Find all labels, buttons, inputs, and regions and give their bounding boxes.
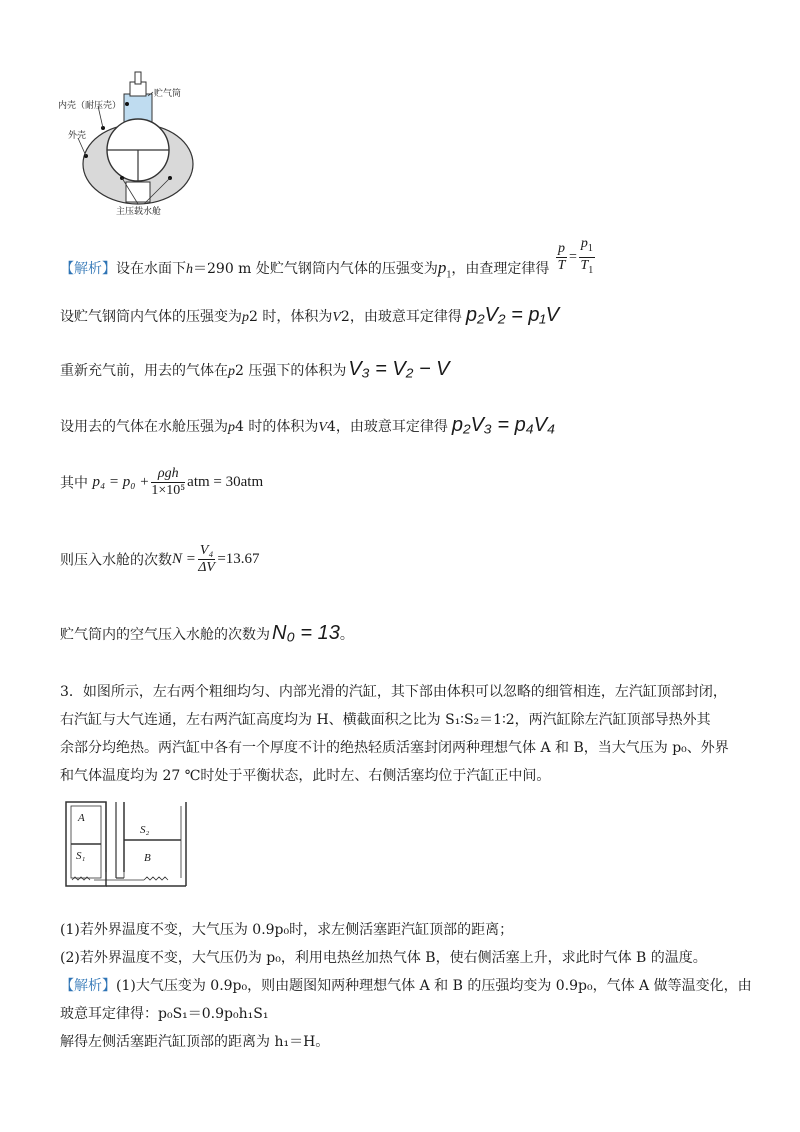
count-lhs: N = <box>172 551 196 567</box>
analysis2 <box>60 972 752 1056</box>
label-ballast-tank: 主压载水舱 <box>116 207 162 217</box>
analysis1-line7: 贮气筒内的空气压入水舱的次数为 N₀ = 13。 <box>60 622 354 644</box>
analysis2-line3: 解得左侧活塞距汽缸顶部的距离为 h₁＝H。 <box>60 1034 330 1050</box>
cylinder-figure <box>64 800 190 892</box>
problem3-text <box>60 678 729 790</box>
label-gas-A: A <box>78 812 85 824</box>
charles-law-formula: $\frac{p}{T}$ = $\frac{p_1}{T_1}$ <box>557 236 594 276</box>
analysis1-line2: 设贮气钢筒内气体的压强变为p2 时，体积为V2，由玻意耳定律得 p₂V₂ = p₁V <box>60 304 560 326</box>
analysis-tag: 【解析】 <box>60 978 116 994</box>
pressure-rhs: atm = 30atm <box>187 474 264 490</box>
problem3-line2: 右汽缸与大气连通，左右两汽缸高度均为 H、横截面积之比为 S₁∶S₂＝1∶2，两汽缸除左汽缸顶部导热外其 <box>60 712 711 728</box>
var-p1: $p_1$ <box>437 258 452 281</box>
volume-formula: V₃ = V₂ − V <box>348 358 450 380</box>
analysis1-line4: 设用去的气体在水舱压强为p4 时的体积为V4，由玻意耳定律得 p₂V₃ = p₄V₄ <box>60 414 556 436</box>
text: 设在水面下 <box>116 261 186 277</box>
problem3-line3: 余部分均绝热。两汽缸中各有一个厚度不计的绝热轻质活塞封闭两种理想气体 A 和 B，当大气压为 p₀、外界 <box>60 740 729 756</box>
analysis1-line5: 其中 p₄ = p₀ + $\frac{\text{ρgh}}{\text{1×10⁵}}$ atm = 30atm <box>60 466 264 498</box>
label-gas-tank: 贮气筒 <box>154 89 182 99</box>
question-2: (2)若外界温度不变，大气压仍为 p₀，利用电热丝加热气体 B，使右侧活塞上升，求此时气体 B 的温度。 <box>60 950 707 966</box>
question-1: (1)若外界温度不变，大气压为 0.9p₀时，求左侧活塞距汽缸顶部的距离； <box>60 922 514 938</box>
boyle-formula-2: p₂V₃ = p₄V₄ <box>451 414 556 436</box>
label-outer-hull: 外壳 <box>68 131 87 141</box>
boyle-formula-1: p₂V₂ = p₁V <box>465 304 560 326</box>
count-rhs: =13.67 <box>217 551 260 567</box>
label-S1: S₁ <box>76 850 86 862</box>
label-inner-hull: 内壳（耐压壳） <box>58 101 122 111</box>
var-h: h <box>186 262 193 277</box>
questions <box>60 916 707 972</box>
text: ＝290 m 处贮气钢筒内气体的压强变为 <box>193 261 438 277</box>
submarine-figure <box>58 66 218 216</box>
analysis1-line3: 重新充气前，用去的气体在p2 压强下的体积为 V₃ = V₂ − V <box>60 358 450 380</box>
analysis2-line2: 玻意耳定律得：p₀S₁＝0.9p₀h₁S₁ <box>60 1006 269 1022</box>
pressure-lhs: p₄ = p₀ + <box>92 474 150 490</box>
analysis-tag: 【解析】 <box>60 261 116 277</box>
problem3-line4: 和气体温度均为 27 ℃时处于平衡状态，此时左、右侧活塞均位于汽缸正中间。 <box>60 768 551 784</box>
label-gas-B: B <box>144 852 151 864</box>
label-S2: S₂ <box>140 824 150 836</box>
final-count: N₀ = 13 <box>272 622 340 644</box>
problem3-line1: 3．如图所示，左右两个粗细均匀、内部光滑的汽缸，其下部由体积可以忽略的细管相连，左汽缸顶部封闭， <box>60 684 727 700</box>
text: ，由查理定律得 <box>451 261 550 277</box>
analysis1-line6: 则压入水舱的次数N = $\frac{\text{V₄}}{\Delta V}$ =13.67 <box>60 543 260 575</box>
analysis1-line1 <box>60 258 549 280</box>
submarine-diagram <box>58 66 218 216</box>
analysis2-line1: 【解析】(1)大气压变为 0.9p₀，则由题图知两种理想气体 A 和 B 的压强均变为 0.9p₀，气体 A 做等温变化，由 <box>60 978 752 994</box>
